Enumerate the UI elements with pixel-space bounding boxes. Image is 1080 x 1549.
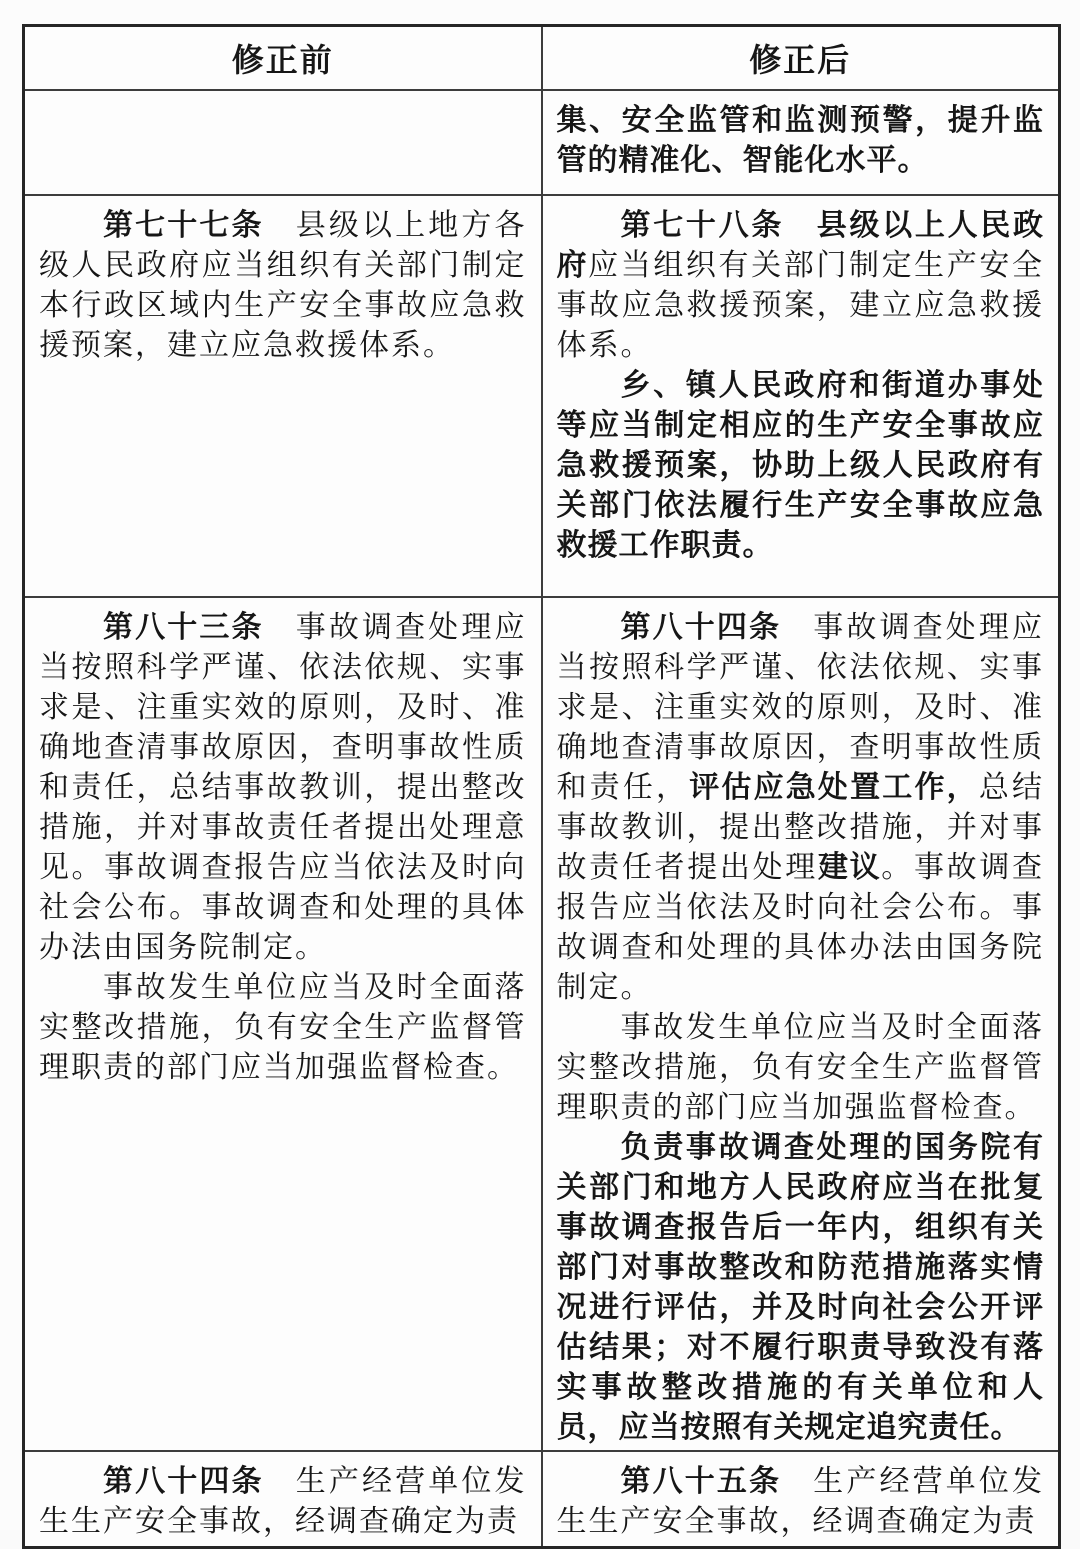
table-row bbox=[24, 1451, 1060, 1548]
body-text: 事故发生单位应当及时全面落实整改措施，负有安全生产监督管理职责的部门应当加强监督检查。 bbox=[39, 970, 527, 1084]
amended-text: 第八十四条 bbox=[103, 1463, 296, 1499]
cell-after bbox=[542, 597, 1060, 1451]
cell-before bbox=[24, 90, 542, 195]
body-text: 。事故调查报告应当依法及时向社会公布。事故调查和处理的具体办法由国务院制定。 bbox=[556, 850, 1045, 1004]
paragraph bbox=[557, 101, 1045, 181]
body-text: 事故调查处理应当按照科学严谨、依法依规、实事求是、注重实效的原则，及时、准确地查清事故原因，查明事故性质和责任， bbox=[556, 610, 1044, 804]
amended-text: 集、安全监管和监测预警，提升监管的精准化、智能化水平。 bbox=[556, 102, 1044, 178]
amended-text: 建议 bbox=[817, 849, 882, 885]
amended-text: 第八十五条 bbox=[620, 1463, 814, 1499]
paragraph bbox=[39, 206, 527, 366]
paragraph bbox=[557, 1128, 1045, 1448]
cell-after bbox=[542, 90, 1060, 195]
table-row bbox=[24, 597, 1060, 1451]
cell-before bbox=[24, 195, 542, 597]
table-row bbox=[24, 90, 1060, 195]
body-text: 生产经营单位发生生产安全事故，经调查确定为责 bbox=[556, 1464, 1044, 1538]
body-text: 事故调查处理应当按照科学严谨、依法依规、实事求是、注重实效的原则，及时、准确地查清事故原因，查明事故性质和责任，总结事故教训，提出整改措施，并对事故责任者提出处理意见。事故调查报告应当依法及时向社会公布。事故调查和处理的具体办法由国务院制定。 bbox=[39, 610, 527, 964]
cell-after bbox=[542, 1451, 1060, 1548]
paragraph bbox=[557, 206, 1045, 366]
body-text: 生产经营单位发生生产安全事故，经调查确定为责 bbox=[39, 1464, 527, 1538]
amended-text: 第八十三条 bbox=[103, 609, 296, 645]
paragraph bbox=[39, 968, 527, 1088]
comparison-table-body bbox=[24, 90, 1060, 1548]
body-text: 县级以上地方各级人民政府应当组织有关部门制定本行政区域内生产安全事故应急救援预案，建立应急救援体系。 bbox=[39, 208, 527, 362]
paragraph bbox=[557, 1008, 1045, 1128]
cell-after bbox=[542, 195, 1060, 597]
cell-before bbox=[24, 597, 542, 1451]
body-text: 事故发生单位应当及时全面落实整改措施，负有安全生产监督管理职责的部门应当加强监督检查。 bbox=[556, 1010, 1044, 1124]
amended-text: 乡、镇人民政府和街道办事处等应当制定相应的生产安全事故应急救援预案，协助上级人民政府有关部门依法履行生产安全事故应急救援工作职责。 bbox=[556, 367, 1044, 563]
cell-before bbox=[24, 1451, 542, 1548]
amended-text: 负责事故调查处理的国务院有关部门和地方人民政府应当在批复事故调查报告后一年内，组织有关部门对事故整改和防范措施落实情况进行评估，并及时向社会公开评估结果；对不履行职责导致没有落实事故整改措施的有关单位和人员，应当按照有关规定追究责任。 bbox=[556, 1129, 1044, 1445]
amended-text: 评估应急处置工作， bbox=[689, 769, 979, 805]
comparison-table bbox=[22, 24, 1061, 1549]
amended-text: 第七十八条 县级以上人民政府 bbox=[556, 207, 1044, 283]
paragraph bbox=[557, 608, 1045, 1008]
comparison-table-header bbox=[24, 26, 1060, 90]
amended-text: 第八十四条 bbox=[620, 609, 814, 645]
amended-text: 第七十七条 bbox=[103, 207, 296, 243]
column-header-after: 修正后 bbox=[542, 26, 1060, 90]
paragraph bbox=[39, 608, 527, 968]
header-row bbox=[24, 26, 1060, 90]
column-header-before: 修正前 bbox=[24, 26, 542, 90]
body-text: 应当组织有关部门制定生产安全事故应急救援预案，建立应急救援体系。 bbox=[556, 248, 1045, 362]
body-text: 总结事故教训，提出整改措施，并对事故责任者提出处理 bbox=[556, 770, 1045, 884]
table-row bbox=[24, 195, 1060, 597]
paragraph bbox=[557, 366, 1045, 566]
